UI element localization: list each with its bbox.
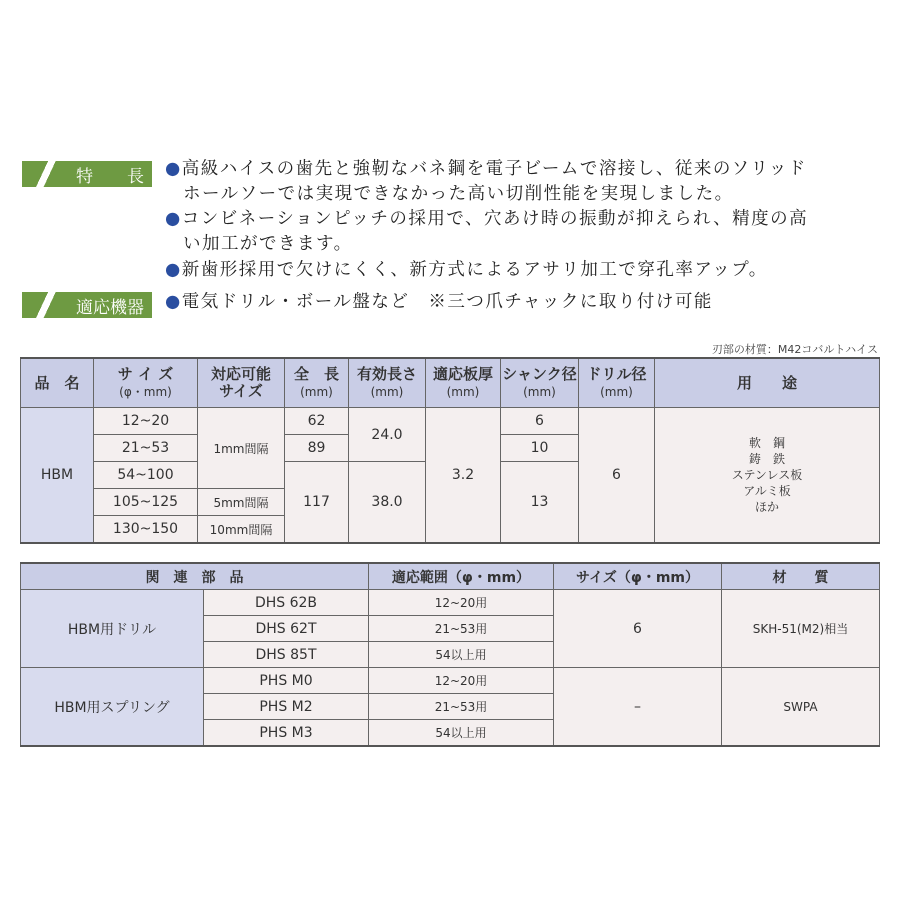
table-row — [21, 590, 880, 616]
header-parts: 関 連 部 品 — [21, 563, 369, 590]
machines-label-text: 適応機器 — [76, 297, 144, 318]
header-uses: 用 途 — [655, 358, 880, 408]
length-cell: 62 — [285, 408, 349, 435]
part-code: DHS 62B — [204, 590, 369, 616]
feature-text: 高級ハイスの歯先と強靭なバネ鋼を電子ビームで溶接し、従来のソリッド — [181, 159, 807, 179]
step-cell: 5mm間隔 — [198, 489, 285, 516]
effective-cell: 24.0 — [349, 408, 426, 462]
header-material: 材 質 — [722, 563, 880, 590]
use-item: ほか — [754, 500, 779, 514]
table-row — [21, 668, 880, 694]
part-range: 21~53用 — [369, 694, 554, 720]
shank-cell: 13 — [501, 462, 579, 544]
uses-cell — [655, 408, 880, 544]
effective-cell: 38.0 — [349, 462, 426, 544]
feature-item: ●新歯形採用で欠けにくく、新方式によるアサリ加工で穿孔率アップ。 — [165, 260, 768, 280]
part-material: SWPA — [722, 668, 880, 747]
header-size: サイズ（φ・mm） — [554, 563, 722, 590]
feature-item: ●コンビネーションピッチの採用で、穴あけ時の振動が抑えられ、精度の高 — [165, 209, 809, 229]
features-label — [22, 161, 152, 187]
part-material: SKH-51(M2)相当 — [722, 590, 880, 668]
use-item: 鋳 鉄 — [748, 452, 785, 466]
part-code: DHS 62T — [204, 616, 369, 642]
size-cell: 12~20 — [94, 408, 198, 435]
header-size: サ イ ズ (φ・mm) — [94, 358, 198, 408]
shank-cell: 6 — [501, 408, 579, 435]
part-range: 54以上用 — [369, 642, 554, 668]
table-row — [21, 408, 880, 435]
part-range: 21~53用 — [369, 616, 554, 642]
feature-item-cont — [183, 232, 353, 257]
part-code: PHS M0 — [204, 668, 369, 694]
feature-text: ホールソーでは実現できなかった高い切削性能を実現しました。 — [183, 184, 734, 204]
header-shank: シャンク径 (mm) — [501, 358, 579, 408]
drill-cell: 6 — [579, 408, 655, 544]
length-cell: 117 — [285, 462, 349, 544]
part-size: – — [554, 668, 722, 747]
size-cell: 130~150 — [94, 516, 198, 544]
feature-text: 新歯形採用で欠けにくく、新方式によるアサリ加工で穿孔率アップ。 — [181, 260, 768, 280]
part-range: 12~20用 — [369, 590, 554, 616]
features-label-text: 特 長 — [76, 166, 144, 187]
part-code: DHS 85T — [204, 642, 369, 668]
use-item: アルミ板 — [743, 484, 791, 498]
feature-item-cont — [183, 182, 734, 207]
feature-item: ●高級ハイスの歯先と強靭なバネ鋼を電子ビームで溶接し、従来のソリッド — [165, 159, 807, 179]
use-item: ステンレス板 — [731, 468, 803, 482]
header-drill: ドリル径 (mm) — [579, 358, 655, 408]
feature-text: コンビネーションピッチの採用で、穴あけ時の振動が抑えられ、精度の高 — [181, 209, 809, 229]
header-range: 適応範囲（φ・mm） — [369, 563, 554, 590]
group-name: HBM用ドリル — [21, 590, 204, 668]
material-note: 刃部の材質：M42コバルトハイス — [711, 343, 878, 356]
part-code: PHS M3 — [204, 720, 369, 747]
part-range: 54以上用 — [369, 720, 554, 747]
machines-item: ●電気ドリル・ボール盤など ※三つ爪チャックに取り付け可能 — [165, 292, 713, 312]
parts-table — [20, 562, 880, 747]
step-cell: 1mm間隔 — [198, 408, 285, 489]
use-item: 軟 鋼 — [748, 436, 785, 450]
machines-text: 電気ドリル・ボール盤など ※三つ爪チャックに取り付け可能 — [181, 292, 713, 312]
group-name: HBM用スプリング — [21, 668, 204, 747]
header-effective-length: 有効長さ (mm) — [349, 358, 426, 408]
header-thickness: 適応板厚 (mm) — [426, 358, 501, 408]
feature-text: い加工ができます。 — [183, 234, 353, 254]
shank-cell: 10 — [501, 435, 579, 462]
part-size: 6 — [554, 590, 722, 668]
part-code: PHS M2 — [204, 694, 369, 720]
spec-header-row — [21, 358, 880, 408]
part-range: 12~20用 — [369, 668, 554, 694]
size-cell: 105~125 — [94, 489, 198, 516]
header-name: 品 名 — [21, 358, 94, 408]
length-cell: 89 — [285, 435, 349, 462]
size-cell: 54~100 — [94, 462, 198, 489]
size-cell: 21~53 — [94, 435, 198, 462]
spec-table — [20, 357, 880, 544]
thickness-cell: 3.2 — [426, 408, 501, 544]
product-name: HBM — [21, 408, 94, 544]
header-available-size: 対応可能 サイズ — [198, 358, 285, 408]
parts-header-row — [21, 563, 880, 590]
header-length: 全 長 (mm) — [285, 358, 349, 408]
machines-label — [22, 292, 152, 318]
step-cell: 10mm間隔 — [198, 516, 285, 544]
